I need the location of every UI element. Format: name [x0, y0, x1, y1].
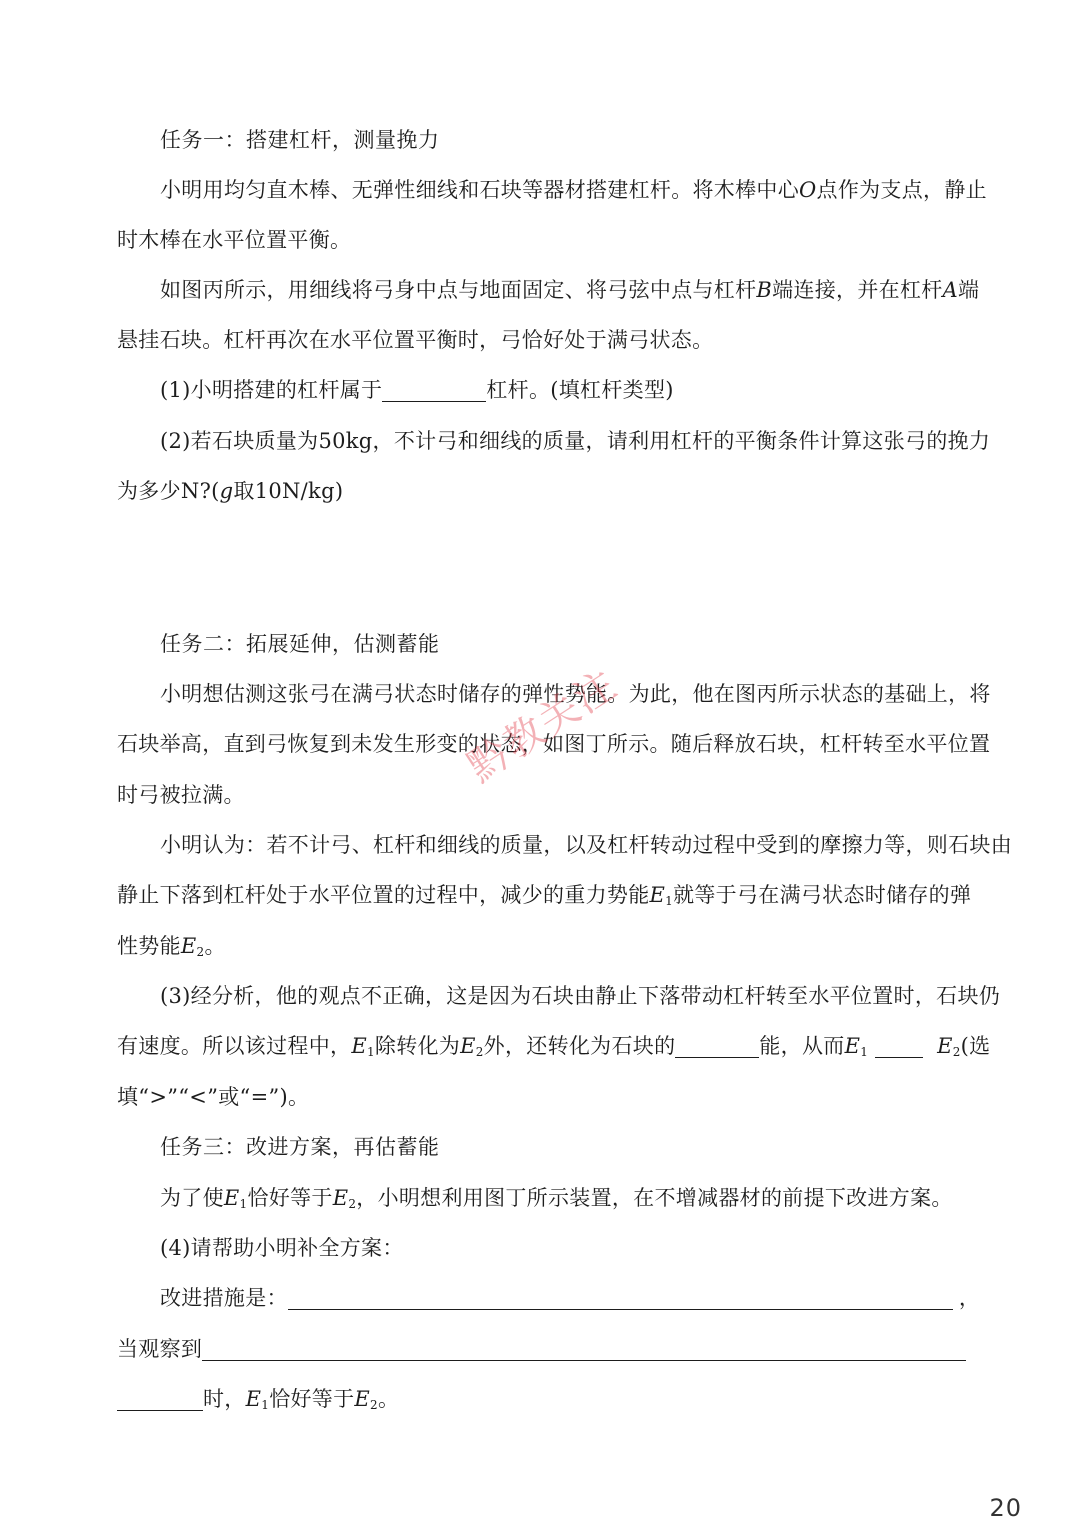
- task1-paragraph2-line1: 如图丙所示，用细线将弓身中点与地面固定、将弓弦中点与杠杆B端连接，并在杠杆A端: [160, 278, 980, 302]
- observation-line: 当观察到: [117, 1335, 966, 1363]
- question-4: (4)请帮助小明补全方案：: [160, 1236, 404, 1260]
- answer-blank-improvement-measure[interactable]: [288, 1287, 953, 1310]
- page-number: 20: [989, 1494, 1022, 1522]
- task2-paragraph1-line2: 石块举高，直到弓恢复到未发生形变的状态，如图丁所示。随后释放石块，杠杆转至水平位置: [117, 732, 991, 756]
- question-3-line1: (3)经分析，他的观点不正确，这是因为石块由静止下落带动杠杆转至水平位置时，石块仍: [160, 984, 1001, 1008]
- task2-paragraph1-line3: 时弓被拉满。: [117, 783, 245, 807]
- improvement-measure-line: 改进措施是： ，: [160, 1286, 981, 1310]
- task1-paragraph1-line1: 小明用均匀直木棒、无弹性细线和石块等器材搭建杠杆。将木棒中心O点作为支点，静止: [160, 178, 987, 202]
- task3-paragraph1: 为了使$E_1$恰好等于$E_2$，小明想利用图丁所示装置，在不增减器材的前提下改进方案。: [160, 1186, 953, 1211]
- answer-blank-observation-continued[interactable]: [117, 1388, 203, 1411]
- task3-heading: 任务三：改进方案，再估蓄能: [160, 1135, 440, 1159]
- task2-paragraph2-line3: 性势能$E_2$。: [117, 934, 226, 959]
- task2-paragraph2-line2: 静止下落到杠杆处于水平位置的过程中，减少的重力势能$E_1$就等于弓在满弓状态时储存的弹: [117, 883, 972, 908]
- question-3-line2: 有速度。所以该过程中，$E_1$除转化为$E_2$外，还转化为石块的 能，从而$E_1$ $E_2$(选: [117, 1034, 991, 1059]
- question-2-line1: (2)若石块质量为50kg，不计弓和细线的质量，请利用杠杆的平衡条件计算这张弓的挽力: [160, 429, 991, 453]
- answer-blank-lever-type[interactable]: [382, 379, 486, 402]
- task2-heading: 任务二：拓展延伸，估测蓄能: [160, 632, 440, 656]
- watermark-stamp: 黔教关注: [459, 661, 626, 792]
- task1-heading: 任务一：搭建杠杆，测量挽力: [160, 128, 440, 152]
- question-1: (1)小明搭建的杠杆属于 杠杆。(填杠杆类型): [160, 378, 674, 402]
- task2-paragraph1-line1: 小明想估测这张弓在满弓状态时储存的弹性势能。为此，他在图丙所示状态的基础上，将: [160, 682, 991, 706]
- answer-blank-observation[interactable]: [202, 1338, 966, 1361]
- answer-blank-comparison[interactable]: [875, 1035, 923, 1058]
- question-2-line2: 为多少N?(g取10N/kg): [117, 479, 344, 503]
- task2-paragraph2-line1: 小明认为：若不计弓、杠杆和细线的质量，以及杠杆转动过程中受到的摩擦力等，则石块由: [160, 833, 1012, 857]
- task1-paragraph2-line2: 悬挂石块。杠杆再次在水平位置平衡时，弓恰好处于满弓状态。: [117, 328, 714, 352]
- task1-paragraph1-line2: 时木棒在水平位置平衡。: [117, 228, 352, 252]
- question-3-line3: 填“>”“<”或“=”)。: [117, 1085, 310, 1109]
- answer-blank-energy-form[interactable]: [675, 1035, 759, 1058]
- observation-conclusion-line: 时，$E_1$恰好等于$E_2$。: [117, 1385, 399, 1413]
